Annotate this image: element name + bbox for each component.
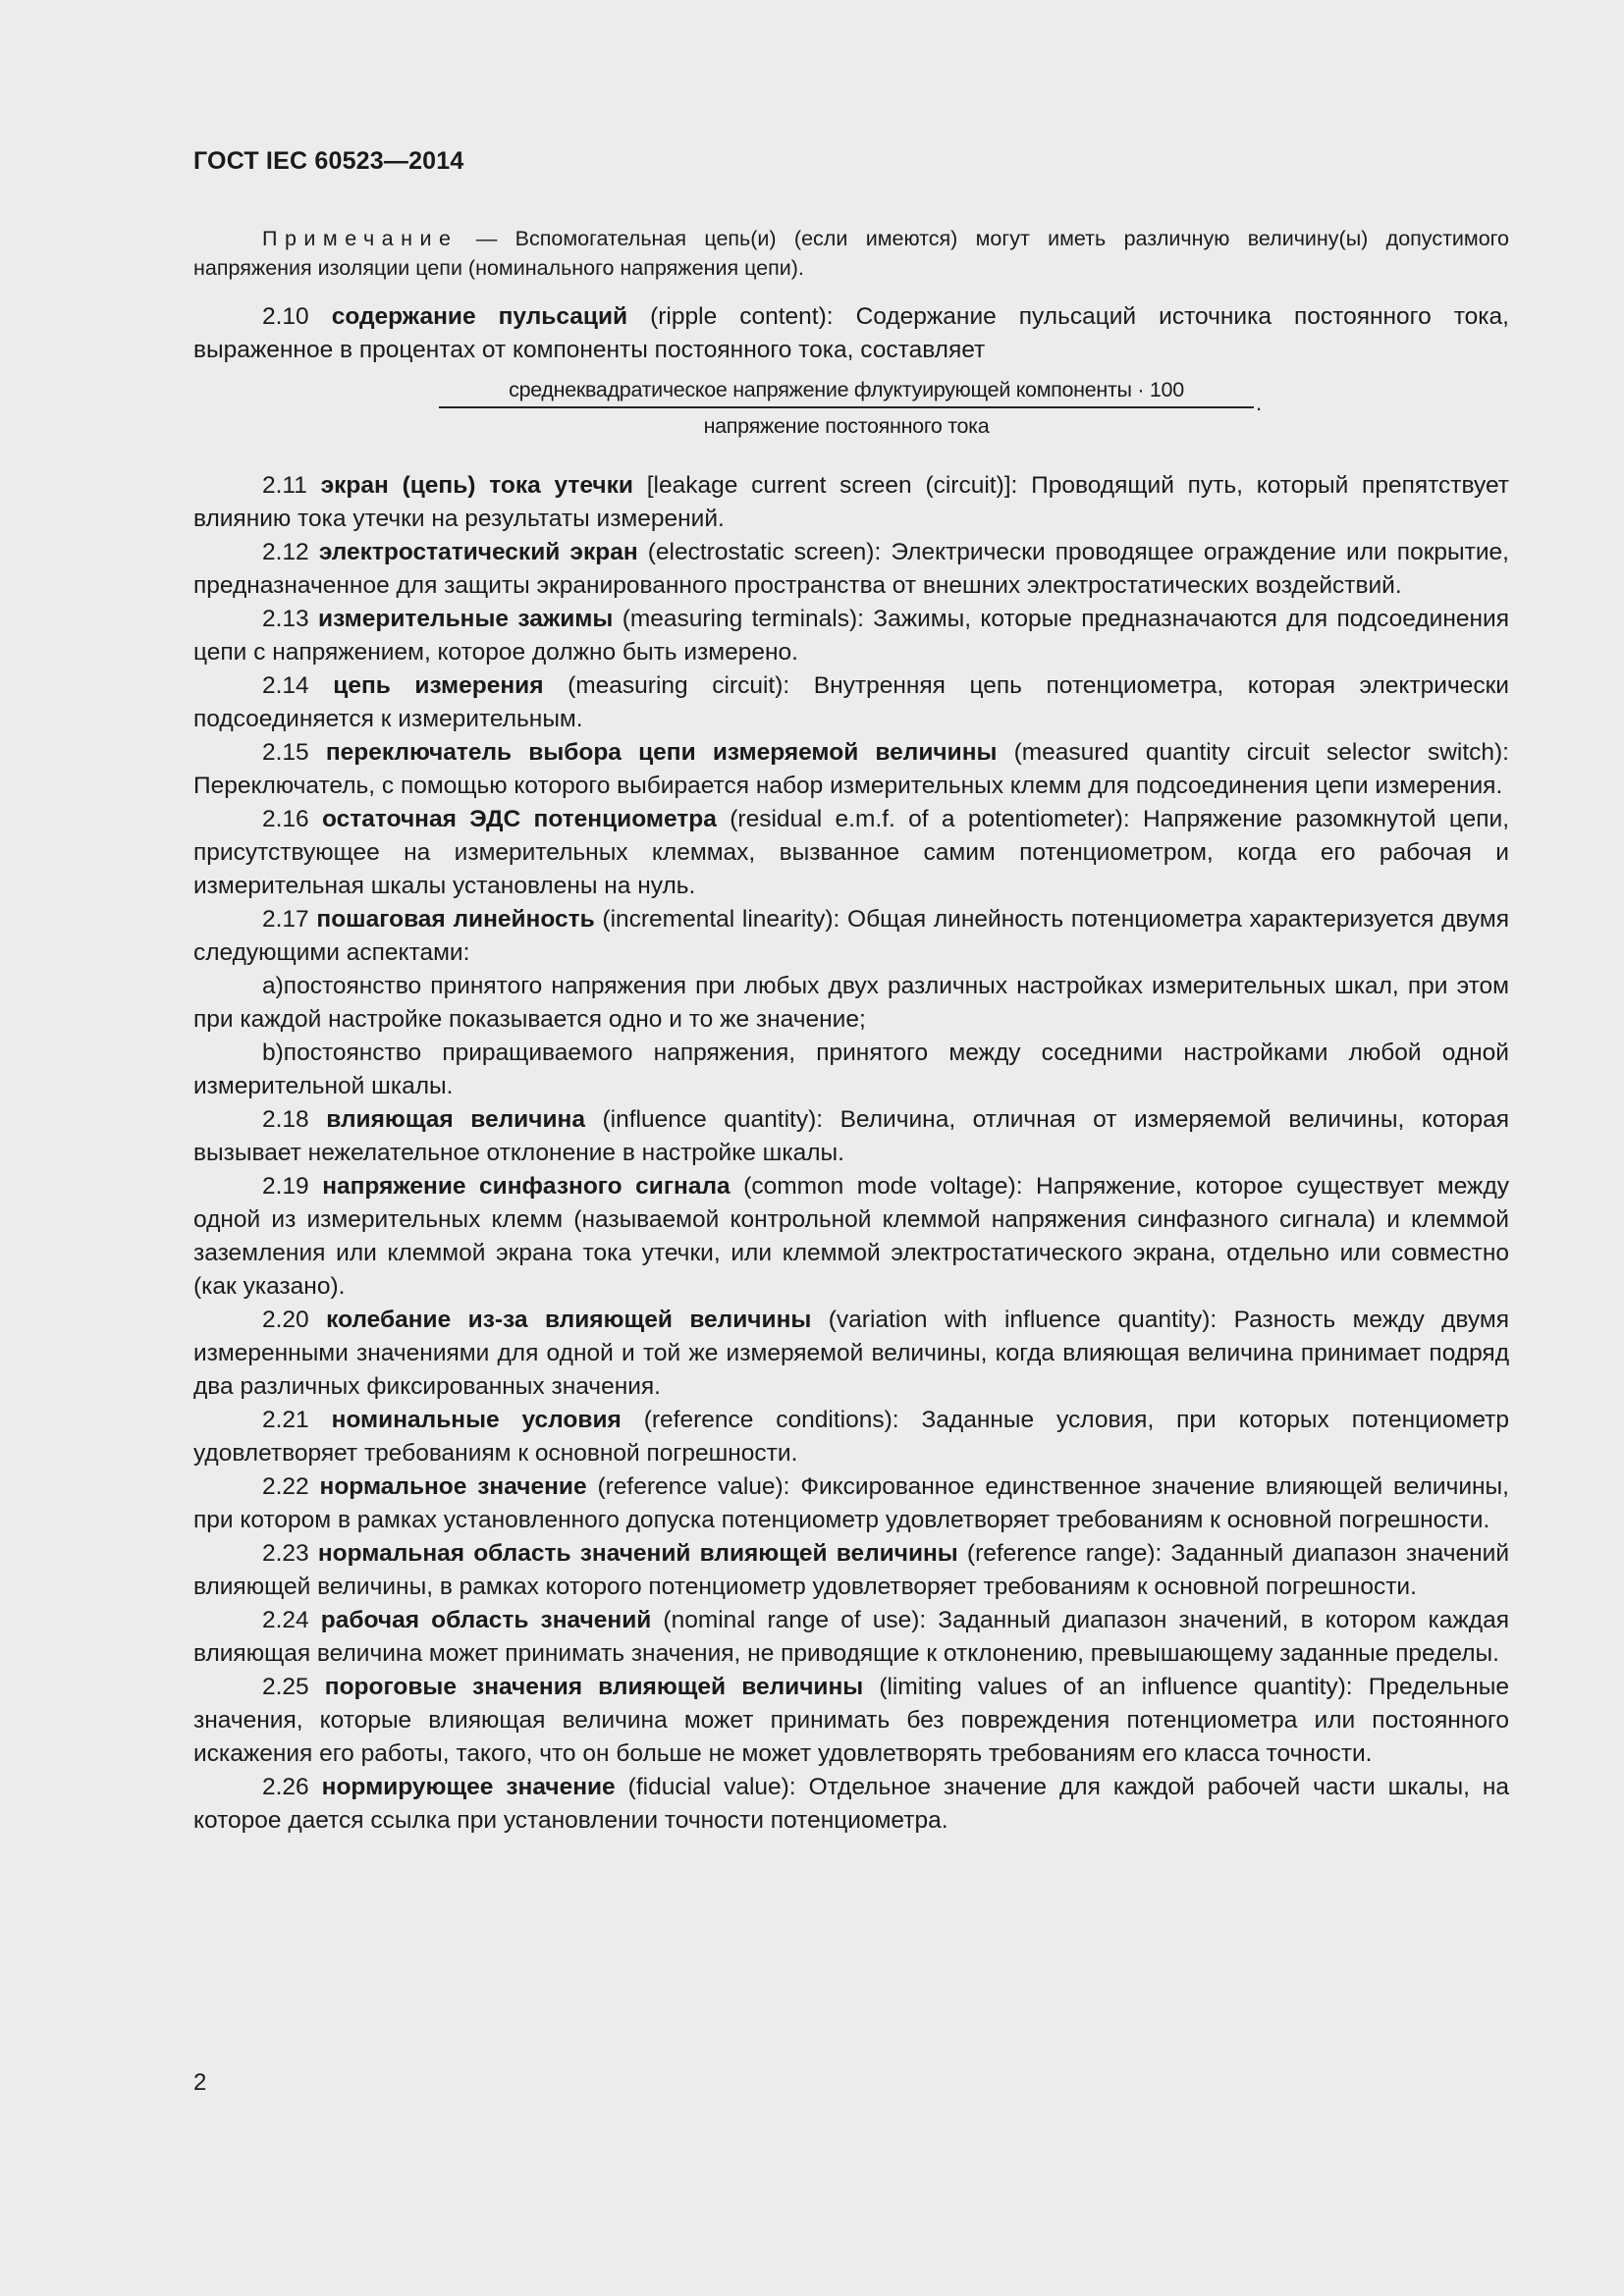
term: напряжение синфазного сигнала (322, 1173, 731, 1200)
term: влияющая величина (326, 1106, 585, 1133)
term: рабочая область значений (320, 1607, 652, 1633)
section-2-19: 2.19 напряжение синфазного сигнала (common mode voltage): Напряжение, которое существует между одной из измерительных клемм (называемой контрольной клеммой напряжения синфазного сигнала) и клеммой заземления или клеммой экрана тока утечки, или клеммой электростатического экрана, отдельно или совместно (как указано). (193, 1173, 1509, 1300)
formula-numerator: среднеквадратическое напряжение флуктуирующей компоненты · 100 (439, 373, 1254, 408)
section-2-15: 2.15 переключатель выбора цепи измеряемой величины (measured quantity circuit selector switch): Переключатель, с помощью которого выбирается набор измерительных клемм для подсоединения цепи измерения. (193, 739, 1509, 799)
term: нормальная область значений влияющей величины (317, 1540, 958, 1567)
note-text: Вспомогательная цепь(и) (если имеются) могут иметь различную величину(ы) допустимого напряжения изоляции цепи (номинального напряжения цепи). (193, 227, 1509, 280)
term: нормирующее значение (321, 1774, 616, 1800)
term: остаточная ЭДС потенциометра (322, 806, 717, 832)
section-2-16: 2.16 остаточная ЭДС потенциометра (residual e.m.f. of a potentiometer): Напряжение разомкнутой цепи, присутствующее на измерительных клеммах, вызванное самим потенциометром, когда его рабочая и измерительная шкалы установлены на нуль. (193, 806, 1510, 899)
term: пошаговая линейность (316, 906, 595, 933)
note-dash: — (475, 227, 498, 250)
list-item-b: b)постоянство приращиваемого напряжения, принятого между соседними настройками любой одной измерительной шкалы. (193, 1040, 1509, 1099)
formula-end: . (1256, 391, 1263, 415)
term: электростатический экран (318, 539, 638, 565)
section-2-25: 2.25 пороговые значения влияющей величины (limiting values of an influence quantity): Предельные значения, которые влияющая величина может принимать без повреждения потенциометра или постоянного искажения его работы, такого, что он больше не может удовлетворять требованиям его класса точности. (193, 1674, 1509, 1767)
section-2-11: 2.11 экран (цепь) тока утечки [leakage current screen (circuit)]: Проводящий путь, который препятствует влиянию тока утечки на результаты измерений. (193, 472, 1510, 532)
document-page (193, 0, 1509, 2296)
term: номинальные условия (331, 1407, 622, 1433)
section-2-20: 2.20 колебание из-за влияющей величины (variation with influence quantity): Разность между двумя измеренными значениями для одной и той же измеряемой величины, когда влияющая величина принимает подряд два различных фиксированных значения. (193, 1307, 1509, 1400)
section-2-10: 2.10 содержание пульсаций (ripple content): Содержание пульсаций источника постоянного тока, выраженное в процентах от компоненты постоянного тока, составляет (193, 303, 1509, 363)
formula-fraction (439, 373, 1254, 444)
section-2-26: 2.26 нормирующее значение (fiducial value): Отдельное значение для каждой рабочей части шкалы, на которое дается ссылка при установлении точности потенциометра. (193, 1774, 1510, 1834)
term: переключатель выбора цепи измеряемой величины (325, 739, 998, 766)
term: экран (цепь) тока утечки (320, 472, 633, 499)
section-2-17: 2.17 пошаговая линейность (incremental linearity): Общая линейность потенциометра характеризуется двумя следующими аспектами: (193, 906, 1509, 966)
document-header: ГОСТ IEC 60523—2014 (193, 147, 464, 175)
note-paragraph (193, 224, 1509, 283)
main-text (193, 300, 1509, 1838)
section-2-23: 2.23 нормальная область значений влияющей величины (reference range): Заданный диапазон значений влияющей величины, в рамках которого потенциометр удовлетворяет требованиям к основной погрешности. (193, 1540, 1510, 1600)
term: нормальное значение (319, 1473, 587, 1500)
formula-denominator: напряжение постоянного тока (703, 414, 990, 438)
note-label: Примечание (262, 227, 459, 250)
formula (193, 373, 1509, 469)
term: содержание пульсаций (331, 303, 628, 330)
section-2-22: 2.22 нормальное значение (reference value): Фиксированное единственное значение влияющей величины, при котором в рамках установленного допуска потенциометр удовлетворяет требованиям к основной погрешности. (193, 1473, 1509, 1533)
section-2-14: 2.14 цепь измерения (measuring circuit): Внутренняя цепь потенциометра, которая электрически подсоединяется к измерительным. (193, 672, 1509, 732)
section-2-21: 2.21 номинальные условия (reference conditions): Заданные условия, при которых потенциометр удовлетворяет требованиям к основной погрешности. (193, 1407, 1509, 1467)
page-number: 2 (193, 2069, 207, 2096)
section-2-24: 2.24 рабочая область значений (nominal range of use): Заданный диапазон значений, в котором каждая влияющая величина может принимать значения, не приводящие к отклонению, превышающему заданные пределы. (193, 1607, 1509, 1667)
section-2-18: 2.18 влияющая величина (influence quantity): Величина, отличная от измеряемой величины, которая вызывает нежелательное отклонение в настройке шкалы. (193, 1106, 1509, 1166)
term: колебание из-за влияющей величины (326, 1307, 812, 1333)
term: пороговые значения влияющей величины (324, 1674, 864, 1700)
term: измерительные зажимы (318, 606, 614, 632)
list-item-a: a)постоянство принятого напряжения при любых двух различных настройках измерительных шкал, при этом при каждой настройке показывается одно и то же значение; (193, 973, 1509, 1033)
section-2-12: 2.12 электростатический экран (electrostatic screen): Электрически проводящее ограждение или покрытие, предназначенное для защиты экранированного пространства от внешних электростатических воздействий. (193, 539, 1509, 599)
term: цепь измерения (333, 672, 544, 699)
section-2-13: 2.13 измерительные зажимы (measuring terminals): Зажимы, которые предназначаются для подсоединения цепи с напряжением, которое должно быть измерено. (193, 606, 1509, 666)
